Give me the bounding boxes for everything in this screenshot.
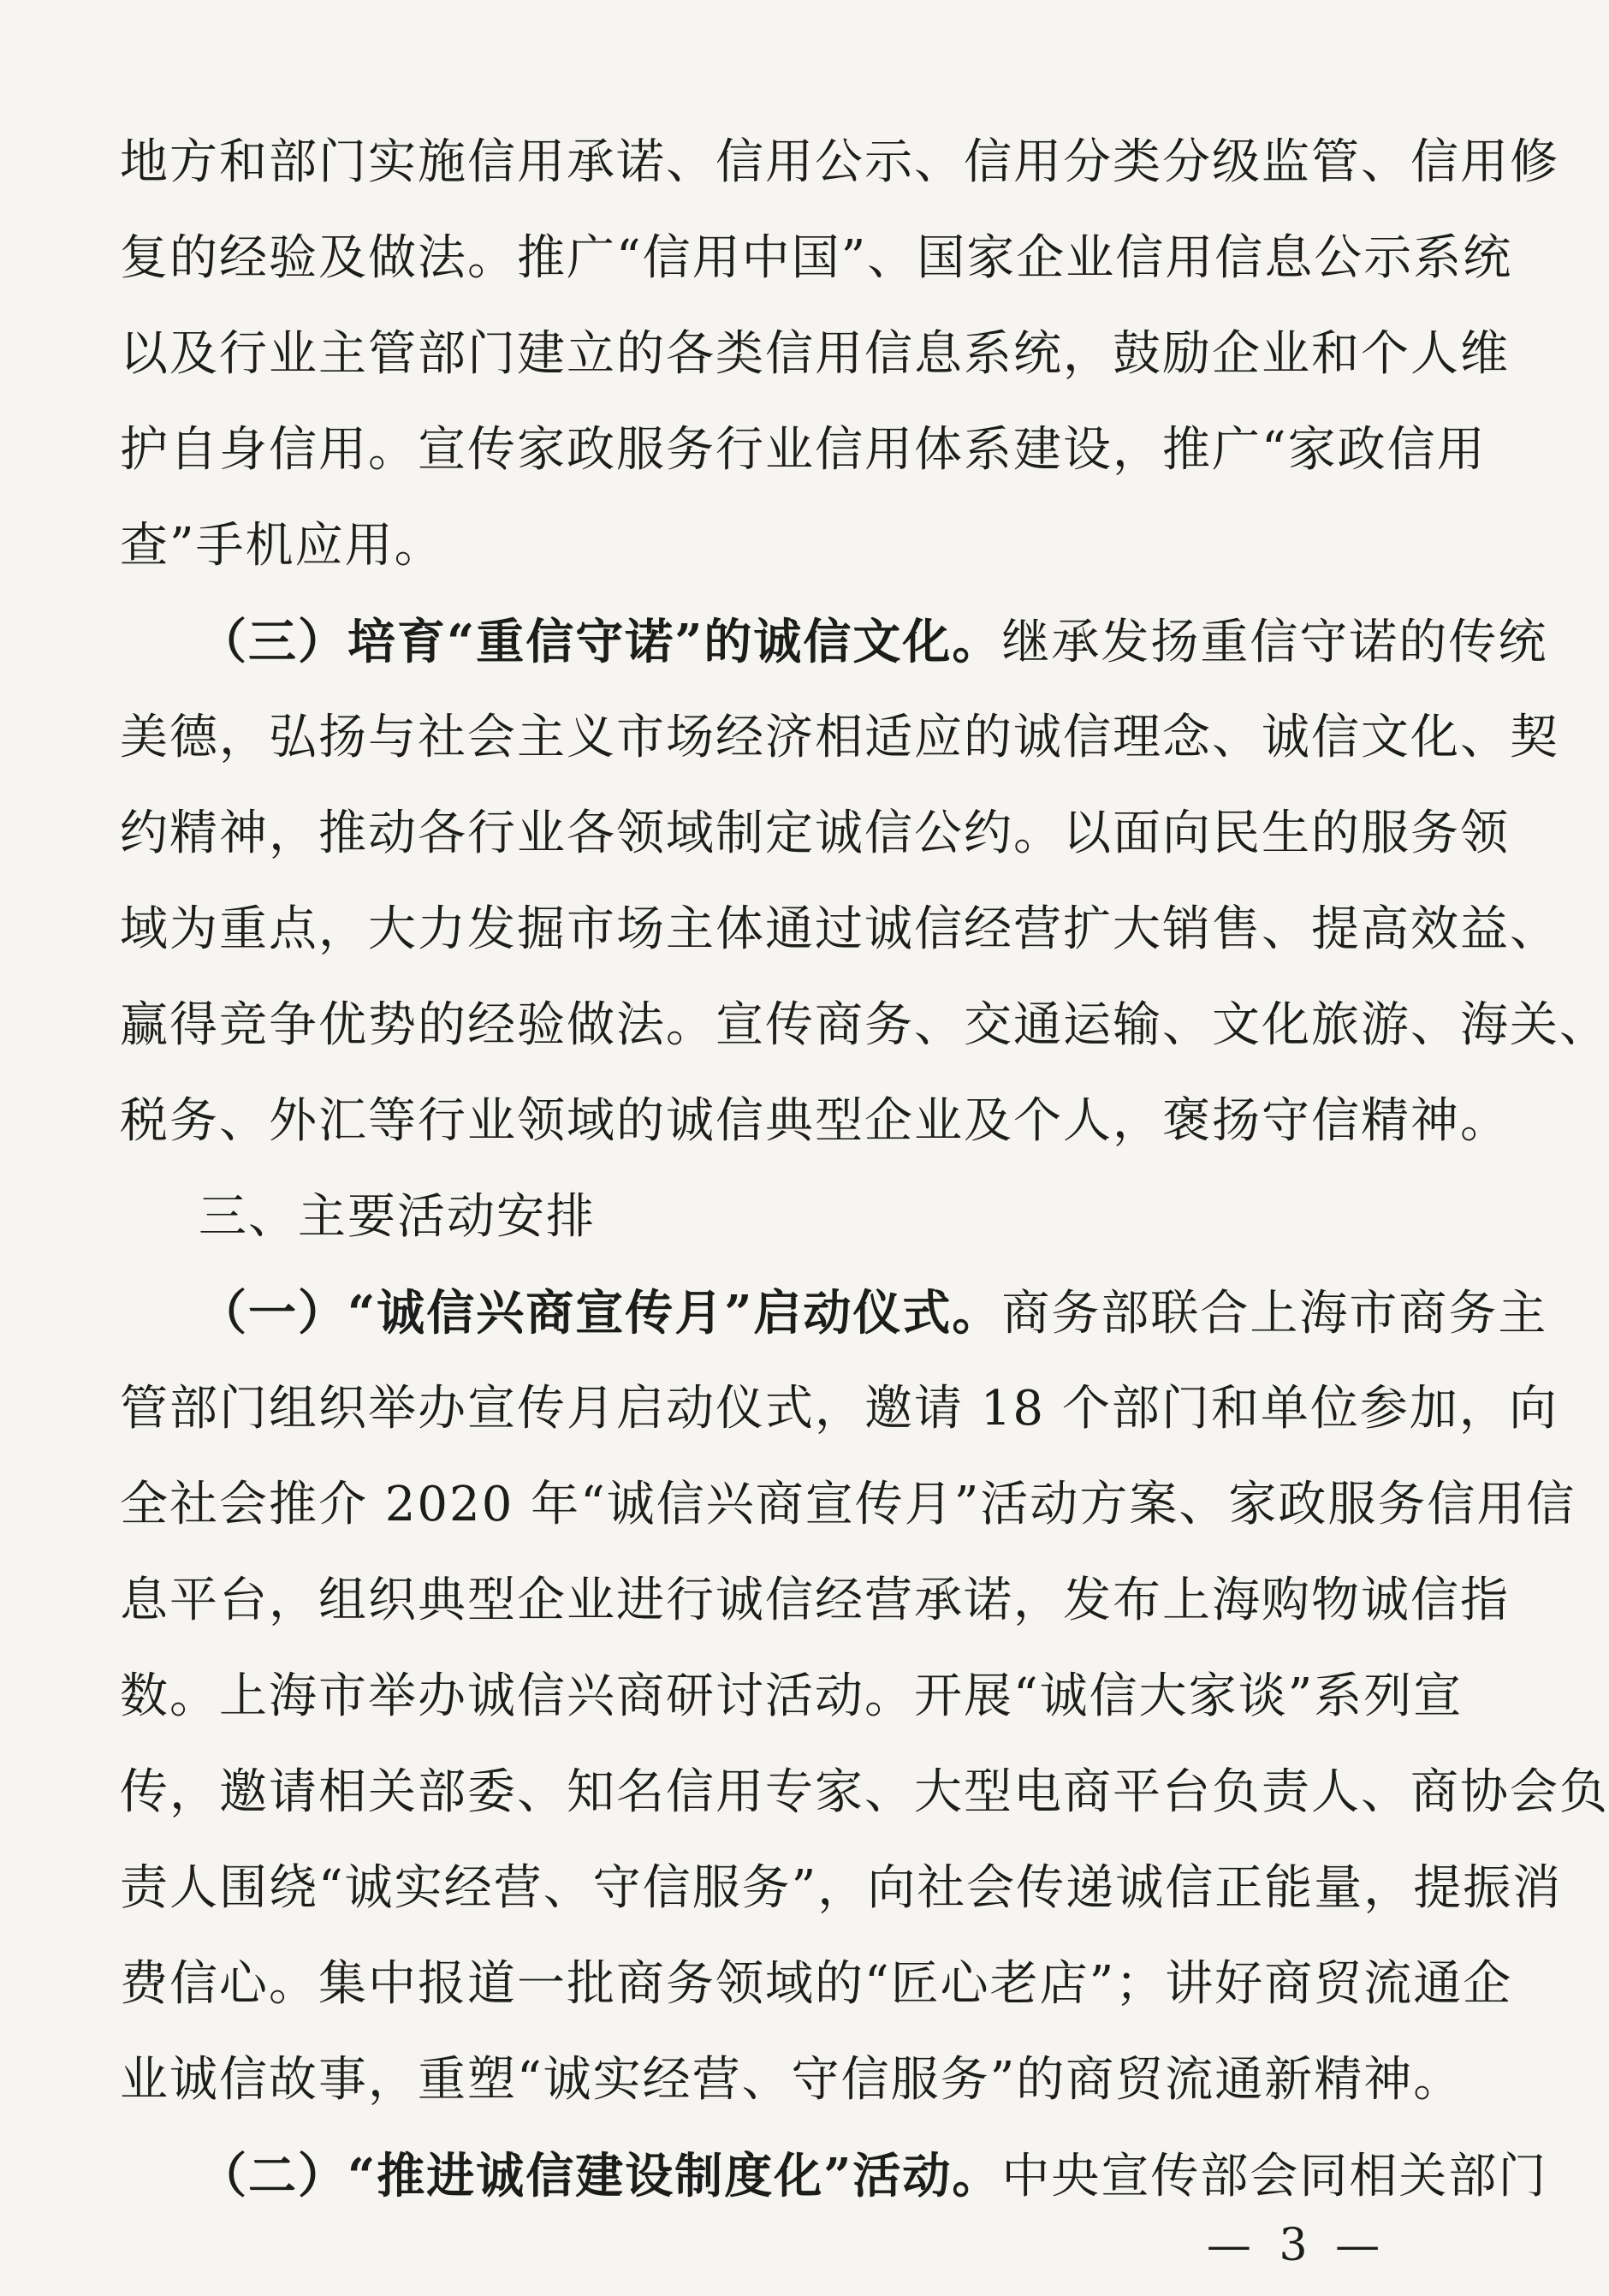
body-line: 地方和部门实施信用承诺、信用公示、信用分类分级监管、信用修 xyxy=(120,134,1559,190)
body-line: 税务、外汇等行业领域的诚信典型企业及个人，褒扬守信精神。 xyxy=(120,1093,1510,1149)
body-line: 查”手机应用。 xyxy=(120,518,444,574)
section-3-heading: （三）培育“重信守诺”的诚信文化。 xyxy=(199,614,1002,670)
section-3-first-line-text: 继承发扬重信守诺的传统 xyxy=(1001,615,1548,670)
body-line: 以及行业主管部门建立的各类信用信息系统，鼓励企业和个人维 xyxy=(120,326,1510,382)
page-number: — 3 — xyxy=(1206,2220,1387,2271)
body-line: 管部门组织举办宣传月启动仪式，邀请 18 个部门和单位参加，向 xyxy=(120,1381,1559,1436)
body-line: 业诚信故事，重塑“诚实经营、守信服务”的商贸流通新精神。 xyxy=(120,2052,1464,2108)
body-line: 传，邀请相关部委、知名信用专家、大型电商平台负责人、商协会负 xyxy=(120,1764,1609,1820)
body-line: 美德，弘扬与社会主义市场经济相适应的诚信理念、诚信文化、契 xyxy=(120,710,1559,765)
body-line: 赢得竞争优势的经验做法。宣传商务、交通运输、文化旅游、海关、 xyxy=(120,997,1609,1053)
body-line: 费信心。集中报道一批商务领域的“匠心老店”；讲好商贸流通企 xyxy=(120,1956,1513,2012)
body-line: 护自身信用。宣传家政服务行业信用体系建设，推广“家政信用 xyxy=(120,422,1487,478)
activity-1-first-line xyxy=(199,1279,1548,1347)
body-line: 责人围绕“诚实经营、守信服务”，向社会传递诚信正能量，提振消 xyxy=(120,1860,1563,1916)
activity-2-first-line xyxy=(199,2142,1548,2210)
section-heading: 三、主要活动安排 xyxy=(199,1189,596,1245)
body-line: 复的经验及做法。推广“信用中国”、国家企业信用信息公示系统 xyxy=(120,230,1513,286)
activity-2-first-line-text: 中央宣传部会同相关部门 xyxy=(1001,2149,1548,2204)
body-line: 约精神，推动各行业各领域制定诚信公约。以面向民生的服务领 xyxy=(120,806,1510,861)
activity-2-heading: （二）“推进诚信建设制度化”活动。 xyxy=(199,2148,1002,2204)
activity-1-heading: （一）“诚信兴商宣传月”启动仪式。 xyxy=(199,1285,1002,1341)
body-line: 息平台，组织典型企业进行诚信经营承诺，发布上海购物诚信指 xyxy=(120,1573,1510,1628)
body-line: 域为重点，大力发掘市场主体通过诚信经营扩大销售、提高效益、 xyxy=(120,901,1559,957)
section-3-first-line xyxy=(199,608,1548,676)
body-line: 数。上海市举办诚信兴商研讨活动。开展“诚信大家谈”系列宣 xyxy=(120,1668,1464,1724)
body-line: 全社会推介 2020 年“诚信兴商宣传月”活动方案、家政服务信用信 xyxy=(120,1477,1576,1532)
activity-1-first-line-text: 商务部联合上海市商务主 xyxy=(1001,1286,1548,1341)
